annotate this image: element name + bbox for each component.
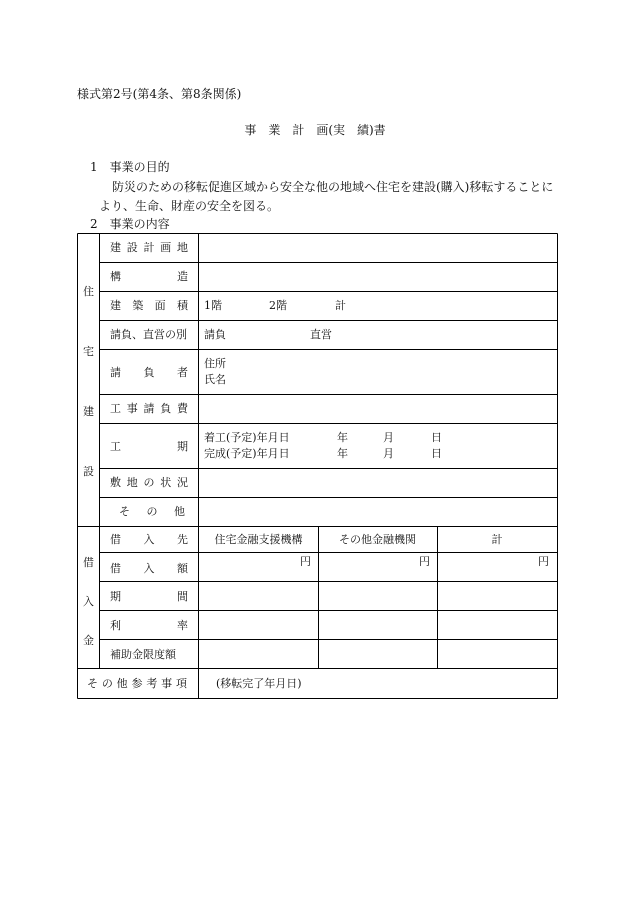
label-other-notes [87,677,187,690]
label-char: 間 [177,590,188,603]
label-char: 参 [131,677,143,690]
business-plan-table [77,233,558,699]
label-char: 事 [126,402,138,415]
loan-group-label-3: 金 [83,634,94,647]
start-date-label: 着工(予定)年月日 [204,431,290,444]
housing-group-label-3: 建 [83,405,94,418]
label-contractor [110,366,188,379]
purpose-line-2: より、生命、財産の安全を図る。 [99,199,280,213]
label-char: 築 [132,299,144,312]
label-char: 項 [175,677,187,690]
label-char: 負 [160,402,172,415]
section1-heading: 1 事業の目的 [90,160,170,174]
amount-unit-col3: 円 [538,555,549,568]
lender-col-total: 計 [491,533,503,546]
label-char: 借 [110,533,121,546]
label-char: そ [87,677,98,690]
label-char: 額 [177,562,188,575]
label-char: の [143,476,155,489]
lender-col-other-institutions: その他金融機関 [339,533,416,546]
label-char: 考 [146,677,158,690]
label-char: 建 [110,241,121,254]
label-site-condition [110,476,188,489]
label-interest-rate [110,619,188,632]
label-char: 借 [110,562,121,575]
lender-col-housing-finance: 住宅金融支援機構 [214,533,303,546]
housing-group-label-2: 宅 [83,345,94,358]
contractor-name-label: 氏名 [204,373,226,386]
label-char: 利 [110,619,121,632]
label-char: 工 [110,402,121,415]
label-char: 期 [110,590,121,603]
label-char: 設 [126,241,138,254]
contract-option: 請負 [204,328,226,341]
label-char: 状 [160,476,172,489]
amount-unit-col2: 円 [419,555,430,568]
floor-1-label: 1階 [204,299,222,312]
label-char: 面 [154,299,166,312]
label-floor-area [110,299,188,312]
label-contract-type: 請負、直営の別 [110,328,187,341]
label-char: 構 [110,270,121,283]
label-char: 入 [143,562,155,575]
page-title: 事 業 計 画(実 績)書 [244,123,386,137]
label-char: 地 [126,476,138,489]
label-char: 積 [176,299,188,312]
label-period [110,440,188,453]
label-char: 建 [110,299,121,312]
label-char: 地 [177,241,188,254]
label-char: の [146,505,158,518]
start-day-unit: 日 [431,431,442,444]
label-char: 他 [174,505,185,518]
label-char: 造 [177,270,188,283]
label-char: 計 [143,241,155,254]
purpose-line-1: 防災のための移転促進区域から安全な他の地域へ住宅を建設(購入)移転することに [112,180,554,194]
label-char: の [101,677,113,690]
label-loan-amount [110,562,188,575]
label-char: 先 [177,533,188,546]
housing-group-label-4: 設 [83,465,94,478]
end-date-label: 完成(予定)年月日 [204,447,290,460]
label-char: 入 [143,533,155,546]
label-char: 費 [177,402,188,415]
housing-group-label-1: 住 [83,285,94,298]
label-char: そ [119,505,130,518]
label-char: 請 [143,402,155,415]
label-char: 事 [161,677,173,690]
amount-unit-col1: 円 [300,555,311,568]
label-char: 敷 [110,476,121,489]
label-char: 画 [160,241,172,254]
label-char: 況 [177,476,188,489]
form-number: 様式第2号(第4条、第8条関係) [77,87,242,101]
floor-total-label: 計 [335,299,346,312]
loan-group-label-2: 入 [83,595,94,608]
label-loan-term [110,590,188,603]
start-year-unit: 年 [337,431,348,444]
label-other [119,505,185,518]
label-char: 率 [177,619,188,632]
start-month-unit: 月 [383,431,394,444]
label-subsidy-limit: 補助金限度額 [110,648,176,661]
label-char: 工 [110,440,121,453]
end-year-unit: 年 [337,447,348,460]
label-lender [110,533,188,546]
label-char: 者 [177,366,188,379]
label-char: 期 [177,440,188,453]
end-month-unit: 月 [383,447,394,460]
label-char: 負 [143,366,155,379]
direct-option: 直営 [310,328,332,341]
relocation-completion-date-note: (移転完了年月日) [216,677,302,690]
end-day-unit: 日 [431,447,442,460]
loan-group-label-1: 借 [83,556,94,569]
label-char: 請 [110,366,121,379]
label-structure [110,270,188,283]
floor-2-label: 2階 [269,299,287,312]
label-construction-cost [110,402,188,415]
label-char: 他 [116,677,128,690]
contractor-address-label: 住所 [204,357,226,370]
label-site [110,241,188,254]
section2-heading: 2 事業の内容 [90,217,170,231]
